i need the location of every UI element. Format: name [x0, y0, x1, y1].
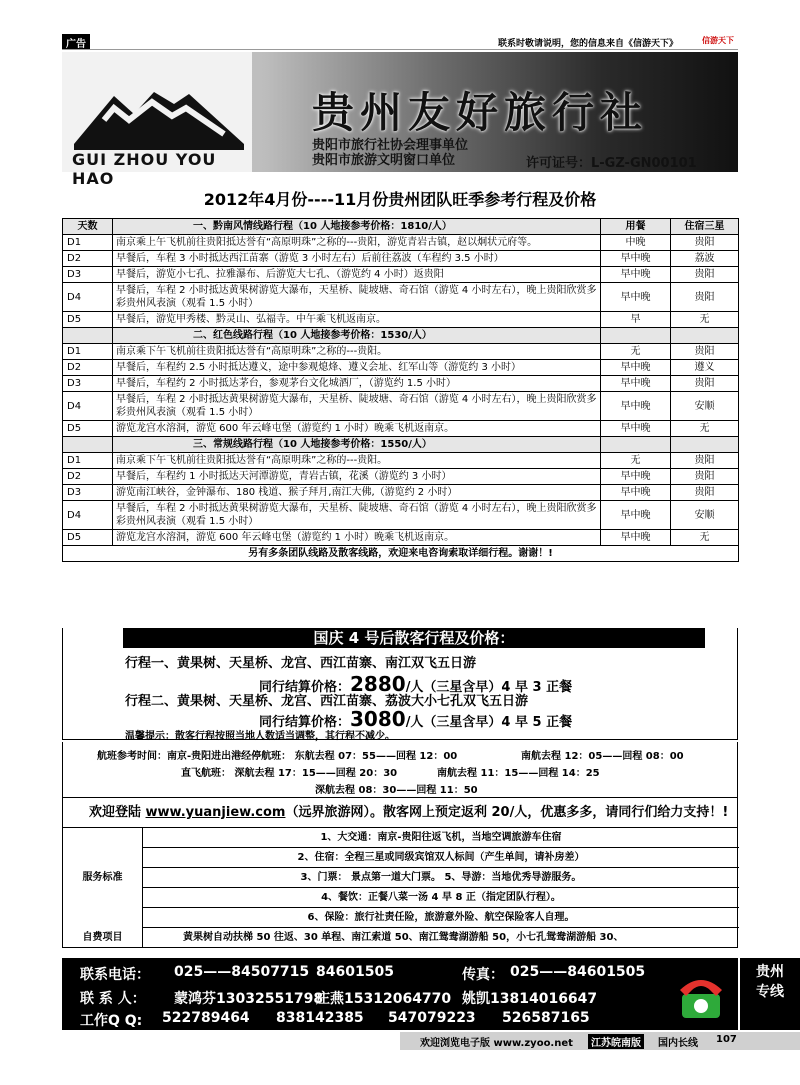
meal-cell: 无: [601, 453, 671, 469]
phone-2: 84601505: [316, 964, 394, 980]
service-item: 1、大交通：南京-贵阳往返飞机，当地空调旅游车住宿: [143, 828, 739, 848]
meal-cell: 早中晚: [601, 376, 671, 392]
itinerary-cell: 早餐后，车程 2 小时抵达黄果树游览大瀑布，天星桥、陡坡塘、奇石馆（游览 4 小时左右），晚上贵阳欣赏多彩贵州风表演（观看 1.5 小时）: [113, 392, 601, 421]
phone-1: 025——84507715: [174, 964, 310, 980]
meal-cell: 早中晚: [601, 283, 671, 312]
section-title: 一、黔南风情线路行程（10 人地接参考价格：1810/人）: [113, 219, 601, 235]
footer-section: 国内长线: [658, 1038, 698, 1049]
day-cell: D4: [63, 501, 113, 530]
itinerary-cell: 早餐后，游览甲秀楼、黔灵山、弘福寺。中午乘飞机返南京。: [113, 312, 601, 328]
day-cell: D2: [63, 251, 113, 267]
ad-tag: 广告: [62, 34, 90, 49]
hotel-cell: 无: [671, 530, 739, 546]
day-cell: D1: [63, 453, 113, 469]
section-header-row: [63, 328, 739, 344]
license-number: 许可证号：L-GZ-GN00101: [526, 156, 697, 171]
day-cell: D3: [63, 376, 113, 392]
notice-row: [63, 546, 739, 562]
meal-cell: 早中晚: [601, 485, 671, 501]
table-row: [63, 392, 739, 421]
hotel-cell: 安顺: [671, 501, 739, 530]
person-label: 联 系 人：: [80, 991, 146, 1007]
route-2: 行程二、黄果树、天星桥、龙宫、西江苗寨、荔波大小七孔双飞五日游: [125, 694, 529, 709]
web-pre: 欢迎登陆: [89, 805, 146, 820]
contact-panel: [62, 958, 738, 1030]
hotel-cell: 贵阳: [671, 267, 739, 283]
meal-cell: 早中晚: [601, 251, 671, 267]
price-label: 同行结算价格：: [259, 715, 351, 730]
route-tag-line-2: 专线: [756, 984, 784, 1000]
itinerary-cell: 早餐后，游览小七孔、拉雅瀑布、后游览大七孔、（游览约 4 小时）返贵阳: [113, 267, 601, 283]
day-cell: D4: [63, 283, 113, 312]
flight-schedule: [62, 742, 738, 798]
qq-1: 522789464: [162, 1010, 250, 1026]
service-item: 6、保险：旅行社责任险，旅游意外险、航空保险客人自理。: [143, 908, 739, 928]
hotel-cell: 无: [671, 312, 739, 328]
membership-line-2: 贵阳市旅游文明窗口单位: [312, 153, 456, 168]
contact-person-3: 姚凯13814016647: [462, 991, 598, 1007]
price-detail: /人（三星含早）4 早 5 正餐: [405, 715, 573, 730]
column-header-meal: 用餐: [601, 219, 671, 235]
service-item: 4、餐饮：正餐八菜一汤 4 早 8 正（指定团队行程）。: [143, 888, 739, 908]
qq-label: 工作Q Q:: [80, 1013, 143, 1029]
hotel-cell: 贵阳: [671, 283, 739, 312]
hotel-cell: 贵阳: [671, 469, 739, 485]
hotel-cell: 安顺: [671, 392, 739, 421]
flight-line-2: 直飞航班： 深航去程 17：15——回程 20：30: [181, 768, 398, 779]
hotel-cell: 贵阳: [671, 485, 739, 501]
footer-edition: 江苏皖南版: [588, 1034, 644, 1049]
page-number: 107: [716, 1034, 737, 1045]
itinerary-cell: 早餐后，车程约 1 小时抵达天河潭游览，青岩古镇，花溪（游览约 3 小时）: [113, 469, 601, 485]
day-cell: D3: [63, 485, 113, 501]
section-header-row: [63, 437, 739, 453]
meal-cell: 早中晚: [601, 530, 671, 546]
section-title: 三、常规线路行程（10 人地接参考价格：1550/人）: [113, 437, 601, 453]
table-row: [63, 267, 739, 283]
meal-cell: 早中晚: [601, 267, 671, 283]
column-header-hotel: 住宿三星: [671, 219, 739, 235]
fax-number: 025——84601505: [510, 964, 646, 980]
itinerary-cell: 游览龙宫水溶洞，游览 600 年云峰屯堡（游览约 1 小时）晚乘飞机返南京。: [113, 530, 601, 546]
footer-browse: 欢迎浏览电子版 www.zyoo.net: [420, 1038, 573, 1049]
day-cell: D3: [63, 267, 113, 283]
top-bar: [62, 34, 738, 50]
logo-panel: [62, 52, 252, 188]
telephone-icon: [674, 964, 728, 1024]
day-cell: D1: [63, 344, 113, 360]
itinerary-cell: 南京乘下午飞机前往贵阳抵达誉有“高原明珠”之称的---贵阳。: [113, 344, 601, 360]
hotel-cell: 贵阳: [671, 235, 739, 251]
table-row: [63, 251, 739, 267]
column-header-day: 天数: [63, 219, 113, 235]
itinerary-cell: 游览南江峡谷，金钟瀑布、180 栈道、猴子拜月,南江大佛,（游览约 2 小时）: [113, 485, 601, 501]
warm-tip: 温馨提示：散客行程按照当地人数适当调整，其行程不减少。: [125, 731, 395, 742]
hotel-cell: 遵义: [671, 360, 739, 376]
table-row: [63, 530, 739, 546]
hotel-cell: 贵阳: [671, 344, 739, 360]
day-cell: D1: [63, 235, 113, 251]
section-title: 二、红色线路行程（10 人地接参考价格：1530/人）: [113, 328, 601, 344]
source-note: 联系时敬请说明，您的信息来自《信游天下》: [497, 39, 678, 49]
meal-cell: 早中晚: [601, 421, 671, 437]
column-header-meal: [601, 437, 671, 453]
table-row: [63, 501, 739, 530]
company-header: [62, 52, 738, 188]
table-row: [63, 360, 739, 376]
website-promo: [62, 798, 738, 828]
table-row: [63, 453, 739, 469]
column-header-day: [63, 328, 113, 344]
table-row: [63, 485, 739, 501]
company-name: 贵州友好旅行社: [312, 88, 649, 137]
flight-line-1b: 南航去程 12：05——回程 08：00: [521, 751, 684, 762]
price-value: 3080: [350, 707, 406, 731]
day-cell: D2: [63, 469, 113, 485]
itinerary-cell: 早餐后，车程 3 小时抵达西江苗寨（游览 3 小时左右）后前往荔波（车程约 3.5 小时）: [113, 251, 601, 267]
price-label: 同行结算价格：: [259, 680, 351, 695]
itinerary-cell: 南京乘上午飞机前往贵阳抵达誉有“高原明珠”之称的---贵阳，游览青岩古镇，赵以炯状元府等。: [113, 235, 601, 251]
national-day-title: 国庆 4 号后散客行程及价格：: [123, 628, 705, 648]
itinerary-cell: 早餐后，车程 2 小时抵达黄果树游览大瀑布，天星桥、陡坡塘、奇石馆（游览 4 小时左右），晚上贵阳欣赏多彩贵州风表演（观看 1.5 小时）: [113, 283, 601, 312]
table-row: [63, 469, 739, 485]
web-post: （远界旅游网）。散客网上预定返利 20/人，优惠多多，请同行们给力支持！!: [285, 805, 729, 820]
hotel-cell: 无: [671, 421, 739, 437]
qq-4: 526587165: [502, 1010, 590, 1026]
hotel-cell: 贵阳: [671, 453, 739, 469]
meal-cell: 早: [601, 312, 671, 328]
route-1: 行程一、黄果树、天星桥、龙宫、西江苗寨、南江双飞五日游: [125, 656, 477, 671]
publisher-logo: 信游天下: [702, 36, 734, 45]
route-tag: [740, 958, 800, 1030]
table-row: [63, 312, 739, 328]
extra-cost-label: 自费项目: [63, 928, 143, 948]
itinerary-cell: 早餐后，车程 2 小时抵达黄果树游览大瀑布，天星桥、陡坡塘、奇石馆（游览 4 小时左右），晚上贵阳欣赏多彩贵州风表演（观看 1.5 小时）: [113, 501, 601, 530]
national-day-panel: [62, 628, 738, 740]
route-tag-line-1: 贵州: [756, 964, 784, 980]
day-cell: D5: [63, 530, 113, 546]
itinerary-cell: 游览龙宫水溶洞，游览 600 年云峰屯堡（游览约 1 小时）晚乘飞机返南京。: [113, 421, 601, 437]
flight-line-2b: 南航去程 11：15——回程 14：25: [437, 768, 600, 779]
service-label: 服务标准: [63, 828, 143, 928]
table-row: [63, 235, 739, 251]
fax-label: 传真：: [462, 967, 504, 983]
hotel-cell: 荔波: [671, 251, 739, 267]
service-item: 2、住宿：全程三星或同级宾馆双人标间（产生单间，请补房差）: [143, 848, 739, 868]
section-header-row: [63, 219, 739, 235]
hotel-cell: 贵阳: [671, 376, 739, 392]
column-header-hotel: [671, 328, 739, 344]
meal-cell: 早中晚: [601, 392, 671, 421]
column-header-meal: [601, 328, 671, 344]
website-link[interactable]: www.yuanjiew.com: [145, 805, 286, 820]
table-row: [63, 421, 739, 437]
brand-english: GUI ZHOU YOU HAO: [72, 150, 217, 188]
day-cell: D4: [63, 392, 113, 421]
price-value: 2880: [350, 672, 406, 696]
day-cell: D5: [63, 421, 113, 437]
itinerary-cell: 早餐后，车程约 2 小时抵达茅台，参观茅台文化城酒厂，（游览约 1.5 小时）: [113, 376, 601, 392]
page-footer: [0, 1032, 800, 1052]
phone-label: 联系电话：: [80, 967, 150, 983]
service-standards: [62, 828, 738, 948]
qq-3: 547079223: [388, 1010, 476, 1026]
day-cell: D5: [63, 312, 113, 328]
membership: [312, 138, 468, 168]
flight-line-1: 航班参考时间：南京-贵阳进出港经停航班： 东航去程 07：55——回程 12：00: [97, 751, 458, 762]
meal-cell: 中晚: [601, 235, 671, 251]
notice-text: 另有多条团队线路及散客线路，欢迎来电咨询索取详细行程。谢谢！!: [63, 546, 739, 562]
table-row: [63, 283, 739, 312]
contact-person-1: 蒙鸿芬13032551798: [174, 991, 324, 1007]
flight-line-3: 深航去程 08：30——回程 11：50: [315, 785, 478, 796]
meal-cell: 早中晚: [601, 360, 671, 376]
qq-2: 838142385: [276, 1010, 364, 1026]
itinerary-cell: 南京乘下午飞机前往贵阳抵达誉有“高原明珠”之称的---贵阳。: [113, 453, 601, 469]
table-row: [63, 344, 739, 360]
column-header-hotel: [671, 437, 739, 453]
price-detail: /人（三星含早）4 早 3 正餐: [405, 680, 573, 695]
itinerary-cell: 早餐后，车程约 2.5 小时抵达遵义，途中参观熄烽、遵义会址、红军山等（游览约 3 小时）: [113, 360, 601, 376]
membership-line-1: 贵阳市旅行社协会理事单位: [312, 138, 469, 153]
column-header-day: [63, 437, 113, 453]
meal-cell: 早中晚: [601, 469, 671, 485]
service-item: 3、门票： 景点第一道大门票。 5、导游：当地优秀导游服务。: [143, 868, 739, 888]
table-row: [63, 376, 739, 392]
contact-person-2: 庄燕15312064770: [316, 991, 452, 1007]
extra-cost-items: 黄果树自动扶梯 50 往返、30 单程、南江索道 50、南江鸳鸯湖游船 50，小七孔鸳鸯湖游船 30、: [183, 932, 624, 943]
day-cell: D2: [63, 360, 113, 376]
page-title: 2012年4月份----11月份贵州团队旺季参考行程及价格: [203, 190, 597, 209]
meal-cell: 无: [601, 344, 671, 360]
itinerary-table: [62, 218, 739, 562]
meal-cell: 早中晚: [601, 501, 671, 530]
